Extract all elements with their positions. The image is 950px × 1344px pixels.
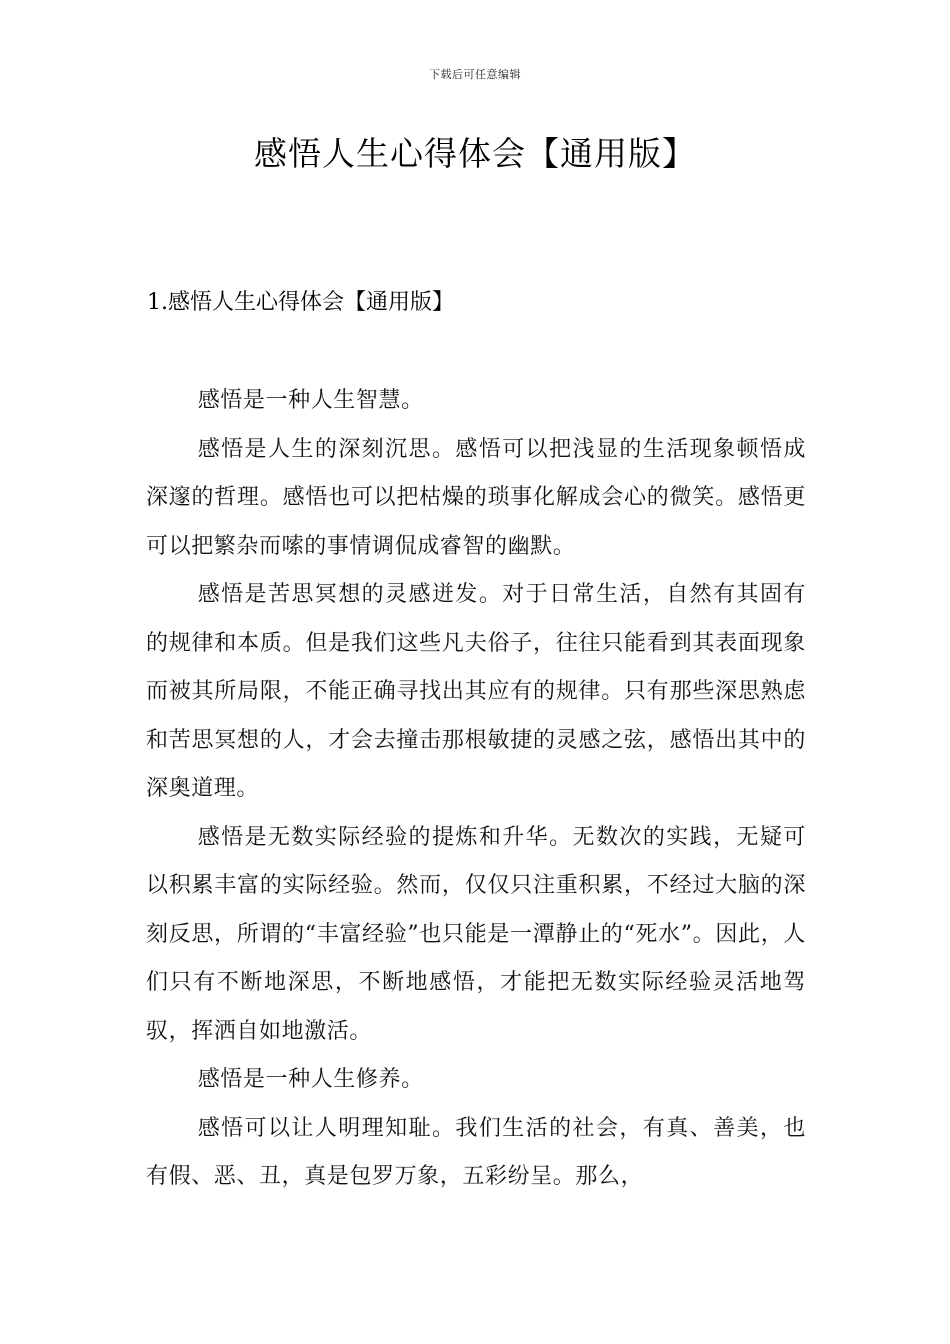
header-note: 下载后可任意编辑 bbox=[429, 68, 521, 81]
paragraph: 感悟是一种人生智慧。 bbox=[197, 388, 424, 413]
paragraph: 感悟是无数实际经验的提炼和升华。无数次的实践，无疑可以积累丰富的实际经验。然而，仅仅只注重积累，不经过大脑的深刻反思，所谓的“丰富经验”也只能是一潭静止的“死水”。因此，人们只有不断地深思，不断地感悟，才能把无数实际经验灵活地驾驭，挥洒自如地激活。 bbox=[146, 824, 806, 1044]
paragraph: 感悟是一种人生修养。 bbox=[197, 1067, 424, 1092]
paragraph: 感悟可以让人明理知耻。我们生活的社会，有真、善美，也有假、恶、丑，真是包罗万象，五彩纷呈。那么， bbox=[146, 1115, 806, 1189]
section-heading: 1.感悟人生心得体会【通用版】 bbox=[147, 290, 454, 315]
body-text bbox=[146, 377, 806, 1202]
paragraph: 感悟是人生的深刻沉思。感悟可以把浅显的生活现象顿悟成深邃的哲理。感悟也可以把枯燥的琐事化解成会心的微笑。感悟更可以把繁杂而嗦的事情调侃成睿智的幽默。 bbox=[146, 436, 806, 559]
paragraph: 感悟是苦思冥想的灵感迸发。对于日常生活，自然有其固有的规律和本质。但是我们这些凡夫俗子，往往只能看到其表面现象而被其所局限，不能正确寻找出其应有的规律。只有那些深思熟虑和苦思冥想的人，才会去撞击那根敏捷的灵感之弦，感悟出其中的深奥道理。 bbox=[146, 582, 806, 801]
document-title: 感悟人生心得体会【通用版】 bbox=[254, 134, 696, 173]
